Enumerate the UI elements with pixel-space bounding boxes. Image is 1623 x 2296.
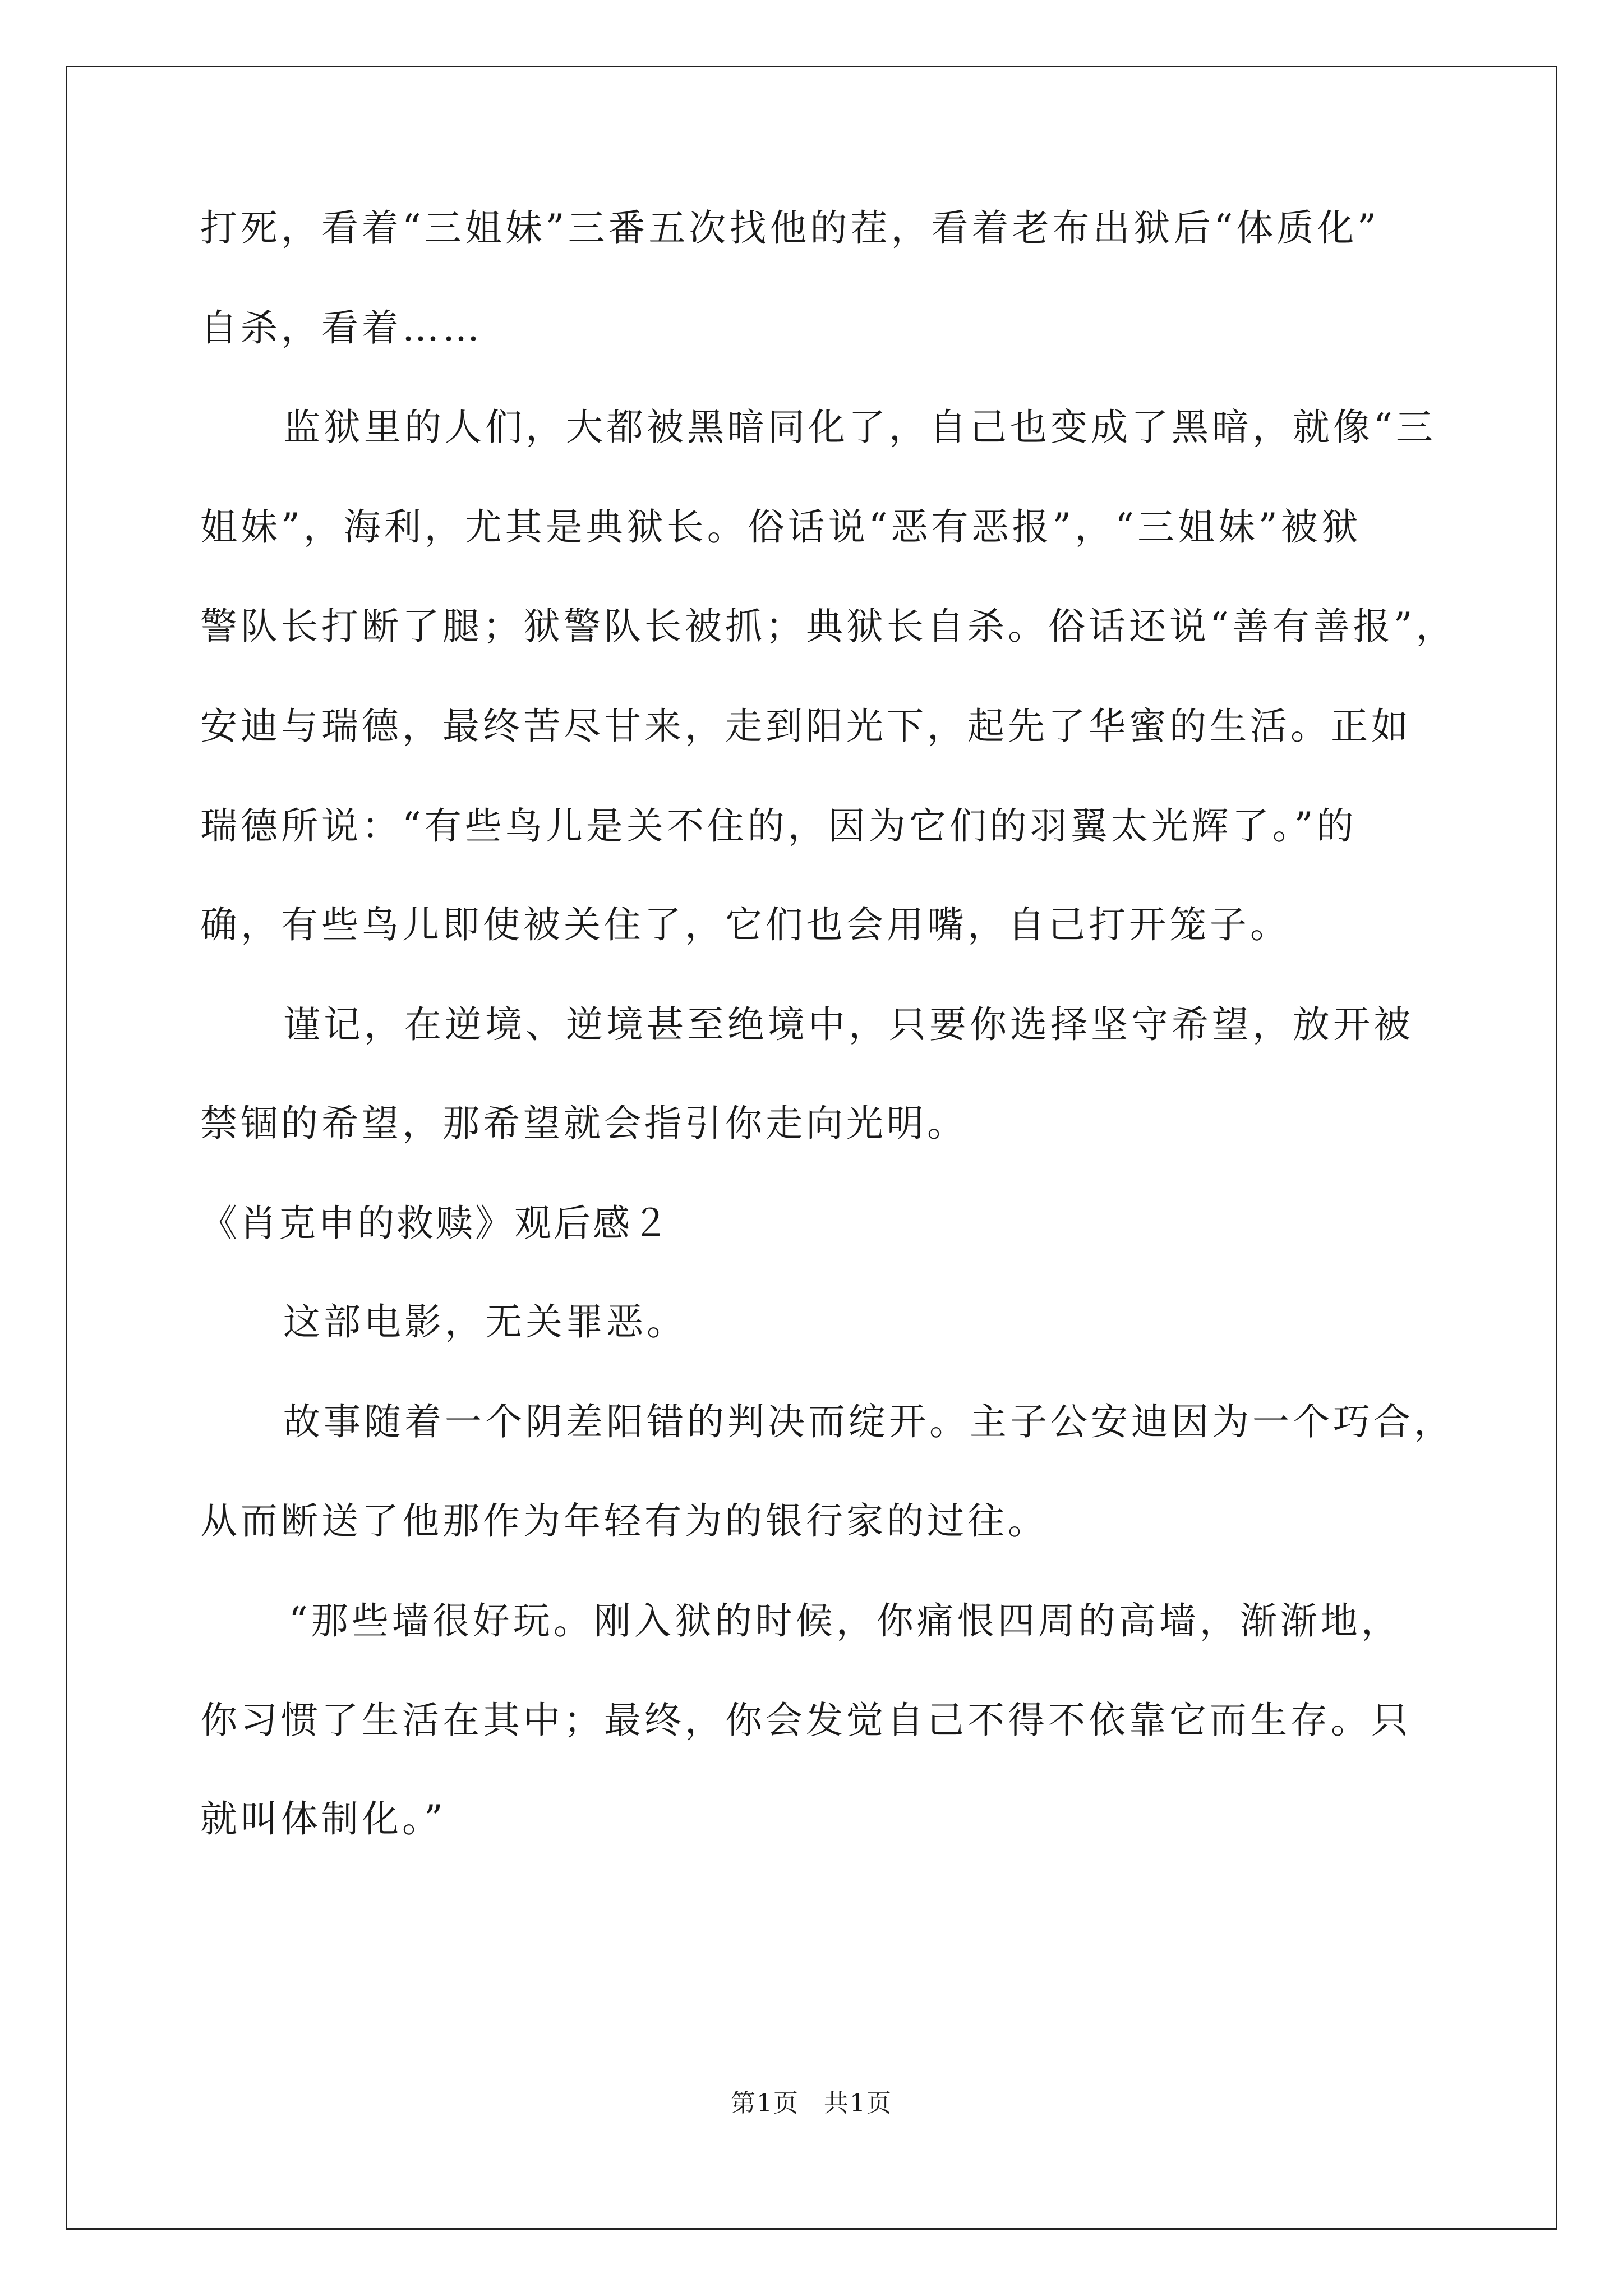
body-line: 就叫体制化。”: [200, 1797, 446, 1841]
body-line: 这部电影，无关罪恶。: [283, 1300, 687, 1343]
body-line: 监狱里的人们，大都被黑暗同化了，自己也变成了黑暗，就像“三: [283, 406, 1436, 449]
body-line: 自杀，看着……: [200, 306, 483, 349]
body-line: 禁锢的希望，那希望就会指引你走向光明。: [200, 1102, 967, 1145]
body-line: 确，有些鸟儿即使被关住了，它们也会用嘴，自己打开笼子。: [200, 903, 1290, 946]
body-line: 打死，看着“三姐妹”三番五次找他的茬，看着老布出狱后“体质化”: [200, 206, 1380, 250]
body-line: 姐妹”，海利，尤其是典狱长。俗话说“恶有恶报”，“三姐妹”被狱: [200, 505, 1362, 549]
body-line: 谨记，在逆境、逆境甚至绝境中，只要你选择坚守希望，放开被: [283, 1003, 1414, 1046]
page-footer: [0, 2087, 1623, 2120]
page-number: 第1页: [731, 2089, 799, 2118]
body-line: 警队长打断了腿；狱警队长被抓；典狱长自杀。俗话还说“善有善报”，: [200, 605, 1456, 648]
body-line: 瑞德所说：“有些鸟儿是关不住的，因为它们的羽翼太光辉了。”的: [200, 804, 1357, 848]
body-line: “那些墙很好玩。刚入狱的时候，你痛恨四周的高墙，渐渐地，: [289, 1599, 1401, 1642]
page-total: 共1页: [824, 2089, 892, 2118]
body-line: 安迪与瑞德，最终苦尽甘来，走到阳光下，起先了华蜜的生活。正如: [200, 705, 1412, 748]
body-line: 你习惯了生活在其中；最终，你会发觉自己不得不依靠它而生存。只: [200, 1699, 1412, 1742]
section-heading: 《肖克申的救赎》观后感２: [200, 1202, 671, 1245]
body-line: 从而断送了他那作为年轻有为的银行家的过往。: [200, 1499, 1048, 1543]
body-line: 故事随着一个阴差阳错的判决而绽开。主子公安迪因为一个巧合，: [283, 1400, 1454, 1443]
